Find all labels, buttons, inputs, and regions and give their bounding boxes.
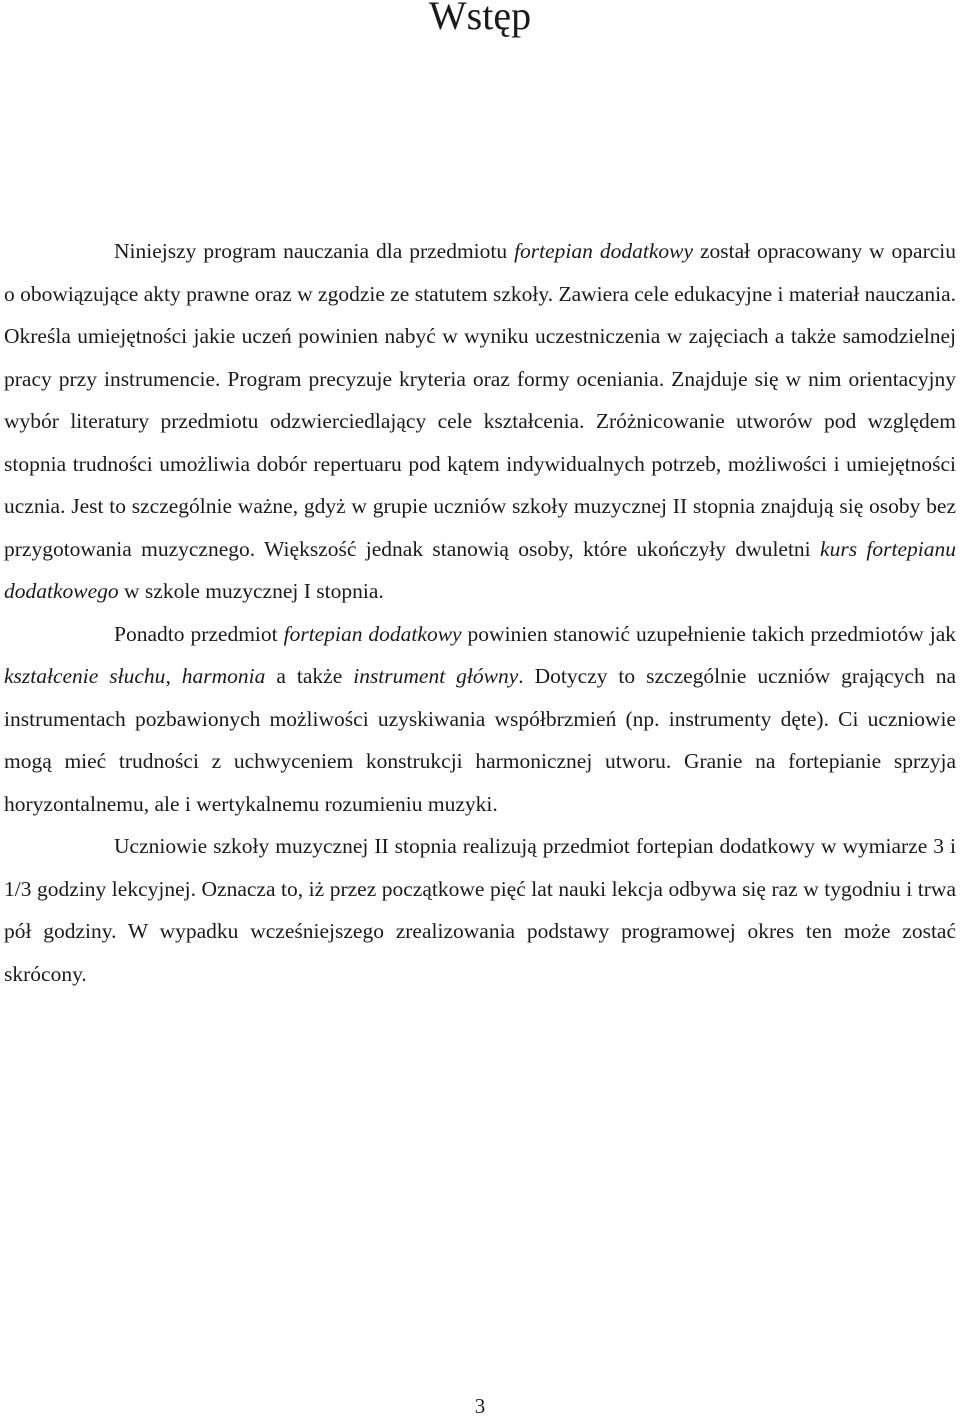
page-title: Wstęp [428, 0, 532, 38]
text-run: , [165, 664, 182, 688]
body-text [4, 230, 956, 995]
text-run: powinien stanowić uzupełnienie takich przedmiotów jak [461, 621, 956, 646]
paragraph-2 [4, 613, 956, 826]
text-run: . Dotyczy to szczególnie uczniów grających na instrumentach pozbawionych możliwości uzyskiwania współbrzmień (np. instrumenty dęte). Ci uczniowie mogą mieć trudności z uchwyceniem konstrukcji harmonicznej utworu. Granie na fortepianie sprzyja horyzontalnemu, ale i wertykalnemu rozumieniu muzyki. [4, 664, 956, 816]
paragraph-1 [4, 230, 956, 613]
italic-term: fortepian dodatkowy [283, 621, 462, 646]
page-number: 3 [474, 1394, 486, 1418]
italic-term: harmonia [181, 664, 266, 688]
text-run: Uczniowie szkoły muzycznej II stopnia realizują przedmiot fortepian dodatkowy w wymiarze 3 i 1/3 godziny lekcyjnej. Oznacza to, iż przez początkowe pięć lat nauki lekcja odbywa się raz w tygodniu i trwa pół godziny. W wypadku wcześniejszego zrealizowania podstawy programowej okres ten może zostać skrócony. [4, 834, 956, 986]
italic-term: instrument główny [353, 664, 519, 688]
italic-term: kształcenie słuchu [4, 664, 166, 688]
italic-term: kurs fortepianu dodatkowego [4, 536, 957, 603]
text-run: a także [265, 664, 354, 688]
paragraph-3 [4, 825, 956, 995]
text-run: w szkole muzycznej I stopnia. [118, 579, 384, 603]
italic-term: fortepian dodatkowy [514, 239, 694, 263]
text-run: został opracowany w oparciu o obowiązujące akty prawne oraz w zgodzie ze statutem szkoły. Zawiera cele edukacyjne i materiał nauczania. Określa umiejętności jakie uczeń powinien nabyć w wyniku uczestniczenia w zajęciach a także samodzielnej pracy przy instrumencie. Program precyzuje kryteria oraz formy oceniania. Znajduje się w nim orientacyjny wybór literatury przedmiotu odzwierciedlający cele kształcenia. Zróżnicowanie utworów pod względem stopnia trudności umożliwia dobór repertuaru pod kątem indywidualnych potrzeb, możliwości i umiejętności ucznia. Jest to szczególnie ważne, gdyż w grupie uczniów szkoły muzycznej II stopnia znajdują się osoby bez przygotowania muzycznego. Większość jednak stanowią osoby, które ukończyły dwuletni [4, 239, 956, 561]
text-run: Ponadto przedmiot [114, 621, 284, 646]
text-run: Niniejszy program nauczania dla przedmiotu [114, 239, 515, 263]
